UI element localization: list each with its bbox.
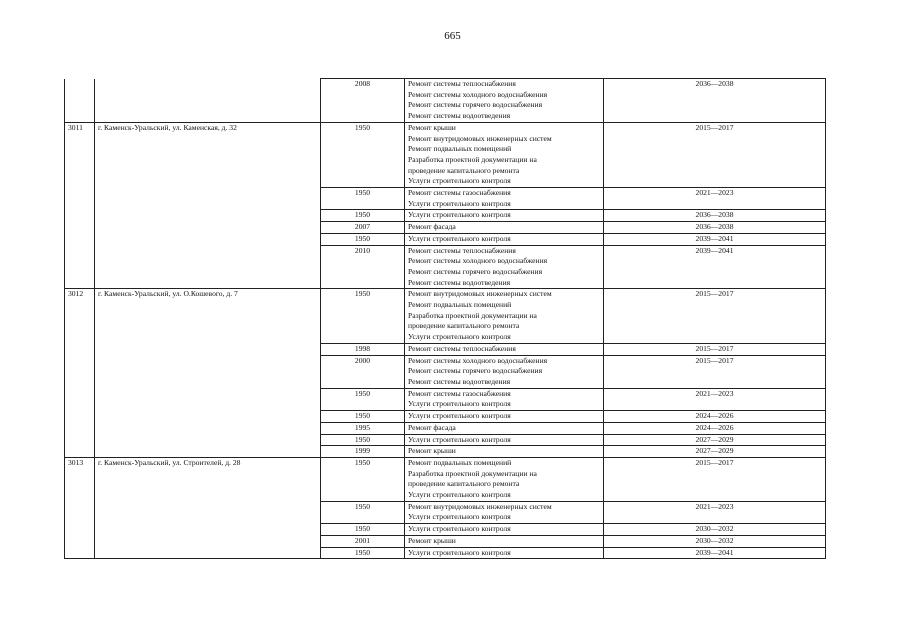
repair-period: 2039—2041 <box>604 233 826 245</box>
repair-period: 2024—2026 <box>604 411 826 423</box>
repair-work-item: Ремонт системы холодного водоснабжения <box>408 355 548 365</box>
repair-work-item: Ремонт крыши <box>408 446 456 456</box>
repair-work-item: Услуги строительного контроля <box>408 233 511 243</box>
repair-period: 2024—2026 <box>604 422 826 434</box>
repair-year: 1950 <box>321 210 405 222</box>
repair-works <box>405 233 604 245</box>
repair-period: 2027—2029 <box>604 446 826 458</box>
repair-period: 2030—2032 <box>604 524 826 536</box>
table-row <box>65 122 826 187</box>
repair-year: 1950 <box>321 188 405 210</box>
repair-work-item: Услуги строительного контроля <box>408 512 511 522</box>
repair-work-item: Ремонт системы холодного водоснабжения <box>408 256 548 266</box>
repair-year: 2001 <box>321 535 405 547</box>
repair-work-item: проведение капитального ремонта <box>408 321 520 331</box>
repair-work-item: Ремонт системы водоотведения <box>408 111 511 121</box>
repair-works <box>405 210 604 222</box>
repair-works <box>405 222 604 234</box>
repair-work-item: Ремонт крыши <box>408 122 456 132</box>
repair-works <box>405 524 604 536</box>
repair-works <box>405 245 604 289</box>
building-address: г. Каменск-Уральский, ул. О.Кошевого, д. 7 <box>95 289 321 458</box>
repair-works <box>405 446 604 458</box>
building-address: г. Каменск-Уральский, ул. Каменская, д. 32 <box>95 122 321 289</box>
repair-work-item: Услуги строительного контроля <box>408 198 511 208</box>
repair-work-item: Разработка проектной документации на <box>408 154 537 164</box>
repair-work-item: Ремонт системы теплоснабжения <box>408 79 516 88</box>
repair-works <box>405 501 604 523</box>
repair-period: 2027—2029 <box>604 434 826 446</box>
repair-work-item: Ремонт системы водоотведения <box>408 277 511 287</box>
repair-year: 1950 <box>321 434 405 446</box>
repair-work-item: Ремонт внутридомовых инженерных систем <box>408 501 552 511</box>
repair-year: 1950 <box>321 289 405 344</box>
repair-work-item: Ремонт системы теплоснабжения <box>408 245 516 255</box>
repair-year: 1995 <box>321 422 405 434</box>
repair-works <box>405 457 604 501</box>
building-address: г. Каменск-Уральский, ул. Строителей, д. 28 <box>95 457 321 558</box>
repair-work-item: Ремонт системы водоотведения <box>408 376 511 386</box>
repair-work-item: Ремонт системы газоснабжения <box>408 188 511 198</box>
capital-repair-table <box>64 78 826 559</box>
repair-year: 1950 <box>321 524 405 536</box>
table-row <box>65 457 826 501</box>
repair-work-item: Ремонт подвальных помещений <box>408 144 512 154</box>
repair-year: 2000 <box>321 355 405 388</box>
page-number: 665 <box>444 30 461 42</box>
repair-work-item: Разработка проектной документации на <box>408 310 537 320</box>
repair-work-item: Услуги строительного контроля <box>408 399 511 409</box>
repair-year: 1998 <box>321 343 405 355</box>
repair-works <box>405 411 604 423</box>
repair-period: 2039—2041 <box>604 245 826 289</box>
repair-work-item: Ремонт системы горячего водоснабжения <box>408 266 543 276</box>
repair-works <box>405 422 604 434</box>
repair-work-item: Ремонт внутридомовых инженерных систем <box>408 289 552 299</box>
repair-work-item: Услуги строительного контроля <box>408 176 511 186</box>
object-number: 3011 <box>65 122 95 289</box>
repair-year: 1950 <box>321 411 405 423</box>
repair-year: 1950 <box>321 547 405 559</box>
repair-period: 2021—2023 <box>604 501 826 523</box>
repair-period: 2021—2023 <box>604 188 826 210</box>
repair-period: 2036—2038 <box>604 222 826 234</box>
repair-period: 2015—2017 <box>604 122 826 187</box>
repair-works <box>405 355 604 388</box>
repair-work-item: Ремонт системы горячего водоснабжения <box>408 366 543 376</box>
repair-period: 2021—2023 <box>604 388 826 410</box>
repair-year: 1950 <box>321 501 405 523</box>
repair-works <box>405 388 604 410</box>
repair-work-item: Услуги строительного контроля <box>408 434 511 444</box>
repair-year: 1950 <box>321 122 405 187</box>
table-row <box>65 289 826 344</box>
repair-work-item: Ремонт подвальных помещений <box>408 457 512 467</box>
repair-work-item: Услуги строительного контроля <box>408 332 511 342</box>
repair-works <box>405 434 604 446</box>
repair-year: 2010 <box>321 245 405 289</box>
repair-period: 2039—2041 <box>604 547 826 559</box>
repair-works <box>405 547 604 559</box>
repair-year: 1950 <box>321 388 405 410</box>
repair-work-item: Услуги строительного контроля <box>408 524 511 534</box>
repair-works <box>405 289 604 344</box>
repair-work-item: Ремонт системы теплоснабжения <box>408 343 516 353</box>
repair-period: 2036—2038 <box>604 79 826 123</box>
repair-work-item: Услуги строительного контроля <box>408 210 511 220</box>
repair-work-item: проведение капитального ремонта <box>408 165 520 175</box>
repair-work-item: Услуги строительного контроля <box>408 490 511 500</box>
repair-year: 2007 <box>321 222 405 234</box>
repair-work-item: Услуги строительного контроля <box>408 411 511 421</box>
repair-works <box>405 122 604 187</box>
repair-period: 2015—2017 <box>604 457 826 501</box>
repair-work-item: Ремонт системы холодного водоснабжения <box>408 89 548 99</box>
table-row <box>65 79 826 123</box>
repair-work-item: Разработка проектной документации на <box>408 468 537 478</box>
building-address <box>95 79 321 123</box>
repair-period: 2015—2017 <box>604 289 826 344</box>
repair-work-item: Ремонт системы газоснабжения <box>408 388 511 398</box>
repair-work-item: Ремонт фасада <box>408 422 456 432</box>
repair-period: 2015—2017 <box>604 343 826 355</box>
repair-period: 2036—2038 <box>604 210 826 222</box>
object-number: 3013 <box>65 457 95 558</box>
repair-work-item: Услуги строительного контроля <box>408 547 511 557</box>
repair-year: 1999 <box>321 446 405 458</box>
repair-year: 1950 <box>321 457 405 501</box>
object-number: 3012 <box>65 289 95 458</box>
repair-works <box>405 535 604 547</box>
repair-works <box>405 188 604 210</box>
repair-works <box>405 79 604 123</box>
object-number <box>65 79 95 123</box>
repair-work-item: Ремонт системы горячего водоснабжения <box>408 100 543 110</box>
repair-work-item: Ремонт фасада <box>408 222 456 232</box>
repair-work-item: Ремонт крыши <box>408 535 456 545</box>
repair-period: 2015—2017 <box>604 355 826 388</box>
repair-work-item: проведение капитального ремонта <box>408 479 520 489</box>
repair-work-item: Ремонт внутридомовых инженерных систем <box>408 133 552 143</box>
repair-year: 1950 <box>321 233 405 245</box>
repair-works <box>405 343 604 355</box>
repair-year: 2008 <box>321 79 405 123</box>
repair-work-item: Ремонт подвальных помещений <box>408 300 512 310</box>
repair-period: 2030—2032 <box>604 535 826 547</box>
